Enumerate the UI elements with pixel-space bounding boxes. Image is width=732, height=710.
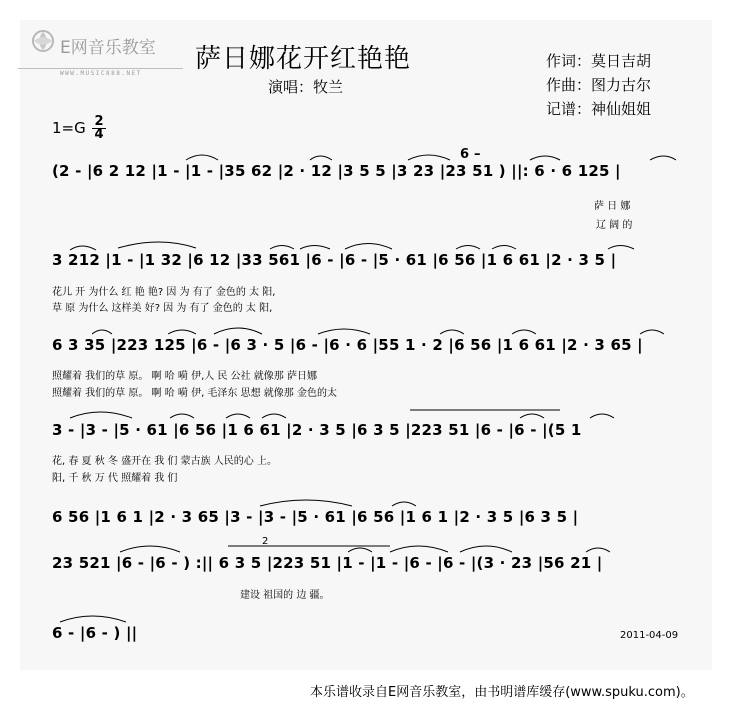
transcription-date: 2011-04-09 bbox=[620, 630, 679, 641]
lyric-line-4a: 花, 春 夏 秋 冬 盛开在 我 们 蒙古族 人民的心 上。 bbox=[52, 456, 277, 467]
notation-line-3: 6 3 35 |223 125 |6 - |6 3 · 5 |6 - |6 · 6 |55 1 · 2 |6 56 |1 6 61 |2 · 3 65 | bbox=[52, 336, 643, 354]
lyric-line-1b: 辽 阔 的 bbox=[596, 220, 633, 231]
time-signature-top: 2 bbox=[94, 114, 104, 129]
notation-line-2: 3 212 |1 - |1 32 |6 12 |33 561 |6 - |6 - |5 · 61 |6 56 |1 6 61 |2 · 3 5 | bbox=[52, 251, 617, 269]
key-signature: 1=G bbox=[52, 119, 86, 137]
time-signature-bottom: 4 bbox=[92, 128, 106, 141]
composer: 作曲：图力古尔 bbox=[546, 76, 652, 94]
logo-text: E网音乐教室 bbox=[60, 38, 156, 58]
notation-line-5: 6 56 |1 6 1 |2 · 3 65 |3 - |3 - |5 · 61 |6 56 |1 6 1 |2 · 3 5 |6 3 5 | bbox=[52, 508, 579, 526]
lyric-line-4b: 阳, 千 秋 万 代 照耀着 我 们 bbox=[52, 473, 178, 484]
notation-line-7: 6 - |6 - ) || bbox=[52, 624, 138, 642]
notation-line-6: 23 521 |6 - |6 - ) :|| 6 3 5 |223 51 |1 - |1 - |6 - |6 - |(3 · 23 |56 21 | bbox=[52, 554, 603, 572]
song-title: 萨日娜花开红艳艳 bbox=[195, 44, 412, 74]
notation-line-1: (2 - |6 2 12 |1 - |1 - |35 62 |2 · 12 |3 5 5 |3 23 |23 51 ) ||: 6 · 6 125 | bbox=[52, 162, 621, 180]
lyric-line-2b: 草 原 为什么 这样美 好? 因 为 有了 金色的 太 阳, bbox=[52, 303, 273, 314]
logo-url: WWW.MUSIC888.NET bbox=[60, 70, 142, 77]
footer-source: 本乐谱收录自E网音乐教室，由书明谱库缓存(www.spuku.com)。 bbox=[310, 685, 694, 700]
transcriber: 记谱：神仙姐姐 bbox=[546, 100, 652, 118]
singer: 演唱：牧兰 bbox=[268, 78, 344, 96]
lyric-line-3b: 照耀着 我们的草 原。 啊 哈 嗬 伊, 毛泽东 思想 就像那 金色的太 bbox=[52, 388, 337, 399]
lyric-line-1a: 萨 日 娜 bbox=[594, 201, 631, 212]
volta-marker: 6 – bbox=[460, 147, 481, 162]
lyric-line-2a: 花儿 开 为什么 红 艳 艳? 因 为 有了 金色的 太 阳, bbox=[52, 287, 276, 298]
lyricist: 作词：莫日吉胡 bbox=[546, 52, 652, 70]
lyric-line-3a: 照耀着 我们的草 原。 啊 哈 嗬 伊,人 民 公社 就像那 萨日娜 bbox=[52, 371, 317, 382]
lyric-line-6: 建设 祖国的 边 疆。 bbox=[240, 590, 330, 601]
notation-line-4: 3 - |3 - |5 · 61 |6 56 |1 6 61 |2 · 3 5 |6 3 5 |223 51 |6 - |6 - |(5 1 bbox=[52, 421, 582, 439]
bracket-number: 2 bbox=[262, 536, 269, 547]
